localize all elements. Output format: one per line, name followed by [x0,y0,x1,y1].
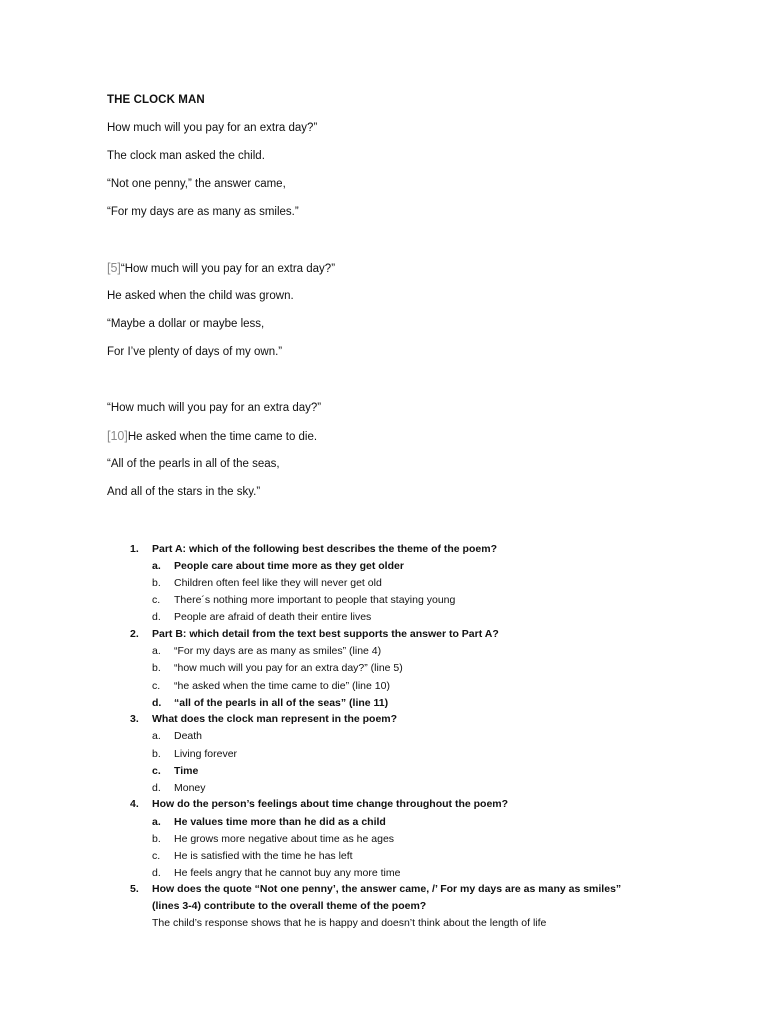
poem-line-2: The clock man asked the child. [107,150,265,162]
question-2-option-c: c. “he asked when the time came to die” (line 10) [152,680,390,692]
question-2-option-a: a. “For my days are as many as smiles” (line 4) [152,645,382,657]
poem-line-12: And all of the stars in the sky.” [107,486,261,498]
poem-line-8: For I’ve plenty of days of my own.” [107,346,283,358]
question-5-text-continued: (lines 3-4) contribute to the overall theme of the poem? [152,900,427,912]
poem-line-4: “For my days are as many as smiles.” [107,206,299,218]
question-3-option-a: a. Death [152,730,203,742]
question-text: What does the clock man represent in the poem? [152,713,398,725]
question-4-option-c: c. He is satisfied with the time he has left [152,850,353,862]
question-number: 1. [130,543,139,555]
poem-line-text: He asked when the time came to die. [127,431,318,443]
line-number-marker: [5] [107,261,121,275]
poem-line-11: “All of the pearls in all of the seas, [107,458,280,470]
question-1-option-b: b. Children often feel like they will never get old [152,577,382,589]
question-1-option-d: d. People are afraid of death their entire lives [152,611,372,623]
question-number: 5. [130,883,139,895]
poem-line-9: “How much will you pay for an extra day?” [107,402,322,414]
poem-line-5 [107,261,335,275]
question-1-option-c: c. There´s nothing more important to people that staying young [152,594,456,606]
question-2-option-d: d. “all of the pearls in all of the seas” (line 11) [152,697,389,709]
poem-line-text: “How much will you pay for an extra day?” [120,263,336,275]
line-number-marker: [10] [107,429,128,443]
poem-line-3: “Not one penny,” the answer came, [107,178,286,190]
question-3-option-c: c. Time [152,765,199,777]
poem-line-6: He asked when the child was grown. [107,290,294,302]
question-text: Part B: which detail from the text best supports the answer to Part A? [152,628,499,640]
question-4 [130,798,508,810]
question-5-answer: The child’s response shows that he is happy and doesn’t think about the length of life [152,917,547,929]
question-text: Part A: which of the following best describes the theme of the poem? [152,543,497,555]
question-3-option-d: d. Money [152,782,206,794]
question-2 [130,628,499,640]
question-1 [130,543,497,555]
question-4-option-d: d. He feels angry that he cannot buy any more time [152,867,401,879]
question-1-option-a: a. People care about time more as they get older [152,560,404,572]
poem-line-7: “Maybe a dollar or maybe less, [107,318,265,330]
question-5 [130,883,621,895]
question-2-option-b: b. “how much will you pay for an extra day?” (line 5) [152,662,403,674]
question-number: 2. [130,628,139,640]
question-text: How does the quote “Not one penny’, the answer came, /’ For my days are as many as smiles” [152,883,622,895]
poem-line-10 [107,429,317,443]
question-number: 3. [130,713,139,725]
page-title: THE CLOCK MAN [107,94,205,106]
question-4-option-b: b. He grows more negative about time as he ages [152,833,395,845]
question-4-option-a: a. He values time more than he did as a child [152,816,386,828]
question-3-option-b: b. Living forever [152,748,238,760]
poem-line-1: How much will you pay for an extra day?” [107,122,318,134]
question-3 [130,713,397,725]
question-text: How do the person’s feelings about time change throughout the poem? [152,798,509,810]
question-number: 4. [130,798,139,810]
